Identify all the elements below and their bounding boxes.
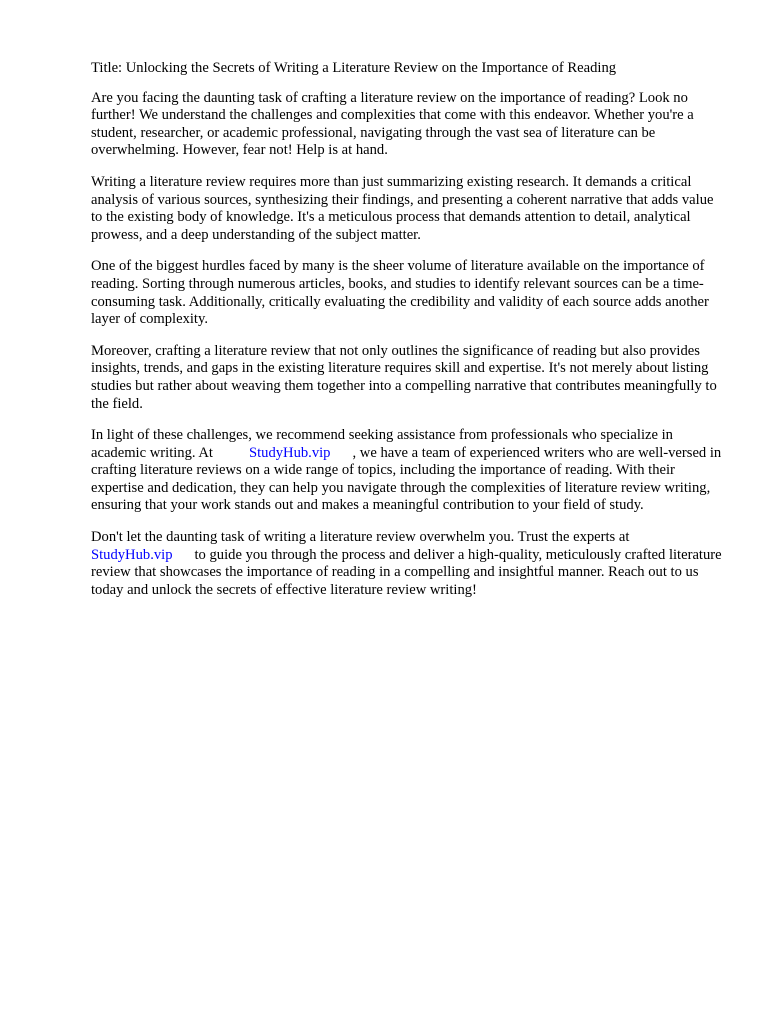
paragraph-hurdles: One of the biggest hurdles faced by many is the sheer volume of literature available on the importance of reading. Sorting through numerous articles, books, and studies to identify relevant sources can be a time-consuming task. Additionally, critically evaluating the credibility and validity of each source adds another layer of complexity. (91, 258, 709, 328)
paragraph-significance: Moreover, crafting a literature review that not only outlines the significance of reading but also provides insights, trends, and gaps in the existing literature requires skill and expertise. It's not merely about listing studies but rather about weaving them together into a compelling narrative that contributes meaningfully to the field. (91, 342, 717, 412)
paragraph-requirements: Writing a literature review requires more than just summarizing existing research. It demands a critical analysis of various sources, synthesizing their findings, and presenting a coherent narrative that adds value to the existing body of knowledge. It's a meticulous process that demands attention to detail, analytical prowess, and a deep understanding of the subject matter. (91, 173, 714, 243)
paragraph-intro: Are you facing the daunting task of crafting a literature review on the importance of reading? Look no further! We understand the challenges and complexities that come with this endeavor. Whether you're a student, researcher, or academic professional, navigating through the vast sea of literature can be overwhelming. However, fear not! Help is at hand. (91, 89, 694, 159)
studyhub-link[interactable]: StudyHub.vip (248, 444, 331, 461)
paragraph-closing (91, 529, 723, 599)
paragraph-recommendation-text-start: In light of these challenges, we recommend seeking assistance from professionals who specialize in academic writing. At (91, 427, 673, 461)
document-body (91, 60, 723, 613)
paragraph-recommendation-text-end: , we have a team of experienced writers who are well-versed in crafting literature reviews on a wide range of topics, including the importance of reading. With their expertise and dedication, they can help you navigate through the complexities of literature review writing, ensuring that your work stands out and makes a meaningful contribution to your field of study. (91, 444, 722, 514)
studyhub-link-closing[interactable]: StudyHub.vip (91, 546, 173, 563)
paragraph-closing-text-start: Don't let the daunting task of writing a literature review overwhelm you. Trust the experts at (91, 529, 630, 546)
paragraph-recommendation (91, 427, 723, 515)
paragraph-closing-text-end: to guide you through the process and deliver a high-quality, meticulously crafted literature review that showcases the importance of reading in a compelling and insightful manner. Reach out to us today and unlock the secrets of effective literature review writing! (91, 546, 722, 598)
document-title: Title: Unlocking the Secrets of Writing a Literature Review on the Importance of Reading (91, 60, 617, 76)
